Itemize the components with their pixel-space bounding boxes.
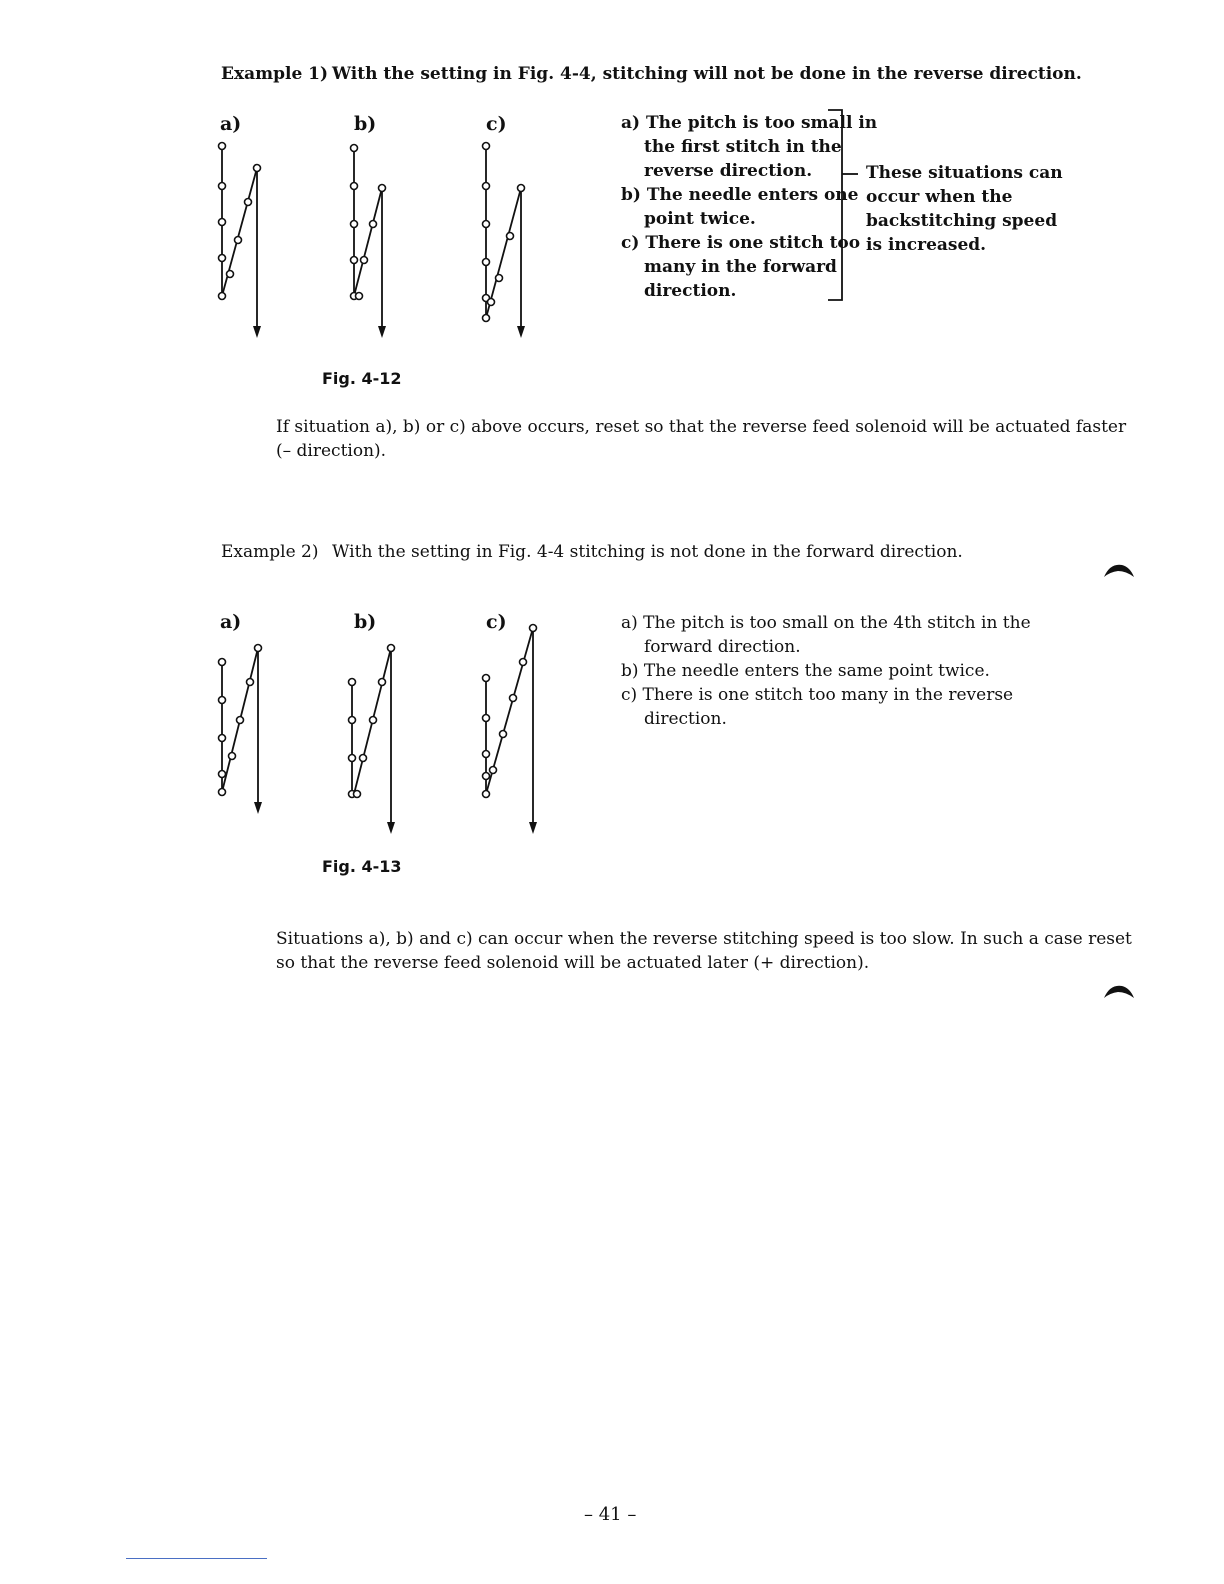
fig12-label-c: c) <box>486 113 507 135</box>
fig12-note-line: the first stitch in the <box>644 137 842 157</box>
fig12-note-line: many in the forward <box>644 257 837 277</box>
bracket-note-line: backstitching speed <box>866 211 1058 231</box>
bracket-note-line: is increased. <box>866 235 987 255</box>
example1-text: With the setting in Fig. 4-4, stitching will not be done in the reverse direction. <box>332 64 1082 84</box>
fig12-note-line: direction. <box>644 281 737 301</box>
fig12-note-line: a) The pitch is too small in <box>621 113 878 133</box>
bracket-note-line: These situations can <box>866 163 1063 183</box>
fig13-label-b: b) <box>354 611 377 633</box>
fig13-label-c: c) <box>486 611 507 633</box>
figure-caption-4-12: Fig. 4-12 <box>322 369 402 388</box>
stitch-diagram-fig12-a <box>210 140 270 340</box>
fig12-note-line: reverse direction. <box>644 161 813 181</box>
example1-paragraph-line: If situation a), b) or c) above occurs, reset so that the reverse feed solenoid will be actuated faster <box>276 417 1127 437</box>
fig13-note-line: a) The pitch is too small on the 4th stitch in the <box>621 613 1031 633</box>
figure-caption-4-13: Fig. 4-13 <box>322 857 402 876</box>
example2-heading: Example 2) <box>221 542 319 562</box>
fig12-note-line: c) There is one stitch too <box>621 233 861 253</box>
example2-text: With the setting in Fig. 4-4 stitching is not done in the forward direction. <box>332 542 963 562</box>
example1-heading: Example 1) <box>221 64 329 84</box>
stitch-diagram-fig13-b <box>342 640 402 840</box>
fig13-note-line: b) The needle enters the same point twice. <box>621 661 990 681</box>
fig13-note-line: direction. <box>644 709 727 729</box>
example2-paragraph-line: Situations a), b) and c) can occur when the reverse stitching speed is too slow. In such a case reset <box>276 929 1132 949</box>
margin-mark-icon <box>1102 982 1136 1000</box>
fig13-label-a: a) <box>220 611 242 633</box>
stitch-diagram-fig13-a <box>210 640 270 820</box>
margin-mark-icon <box>1102 561 1136 579</box>
note-bracket <box>824 108 864 304</box>
footnote-rule <box>126 1558 267 1559</box>
fig12-label-a: a) <box>220 113 242 135</box>
example2-paragraph-line: so that the reverse feed solenoid will be actuated later (+ direction). <box>276 953 870 973</box>
fig12-label-b: b) <box>354 113 377 135</box>
stitch-diagram-fig12-b <box>342 140 402 340</box>
stitch-diagram-fig12-c <box>474 140 534 340</box>
fig13-note-line: forward direction. <box>644 637 801 657</box>
page-number: – 41 – <box>584 1504 637 1525</box>
fig12-note-line: b) The needle enters one <box>621 185 859 205</box>
fig12-note-line: point twice. <box>644 209 756 229</box>
fig13-note-line: c) There is one stitch too many in the reverse <box>621 685 1014 705</box>
bracket-note-line: occur when the <box>866 187 1013 207</box>
example1-paragraph-line: (– direction). <box>276 441 387 461</box>
stitch-diagram-fig13-c <box>474 620 544 840</box>
